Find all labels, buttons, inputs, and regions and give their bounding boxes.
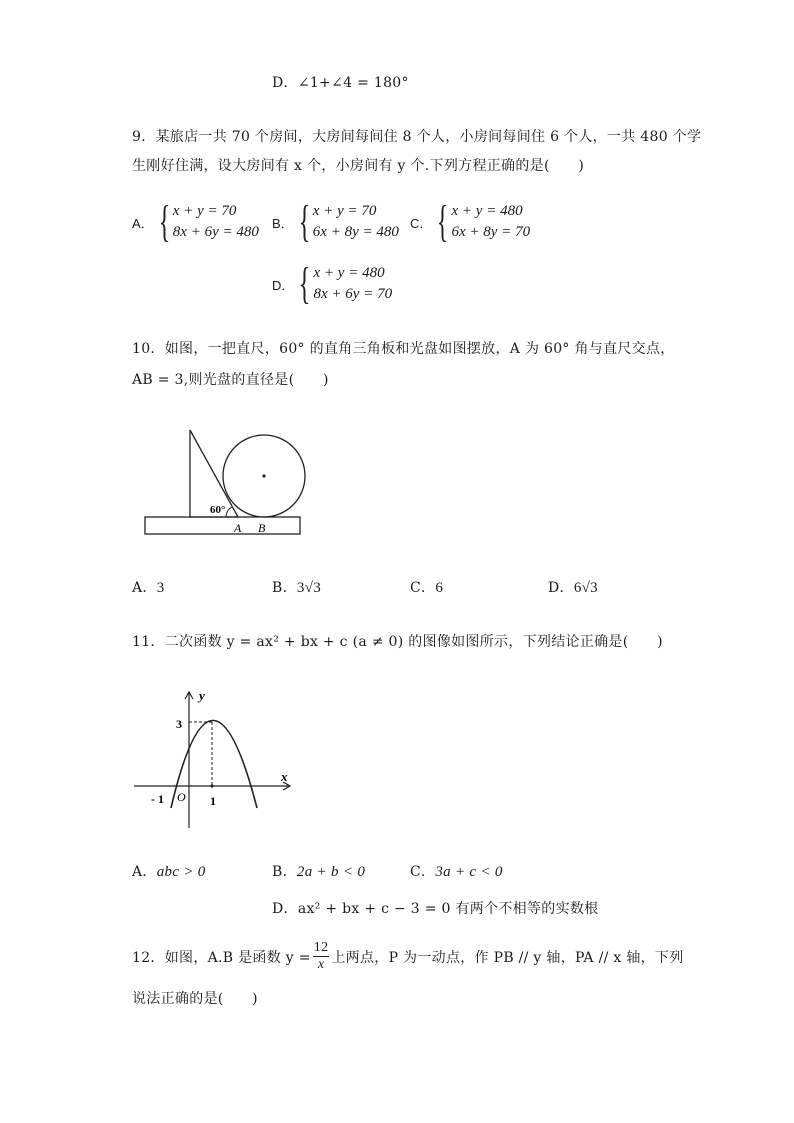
- equation: x + y = 70: [312, 203, 377, 219]
- q11-option-d[interactable]: [272, 898, 598, 918]
- q10-option-d[interactable]: [548, 577, 598, 597]
- origin-label: O: [177, 790, 186, 804]
- q10-figure: [140, 425, 310, 540]
- fraction-numerator: 12: [313, 940, 329, 955]
- equation: 6x + 8y = 480: [312, 224, 399, 240]
- brace-icon: {: [158, 197, 171, 246]
- option-value: 2a + b < 0: [296, 864, 366, 880]
- option-label: D．: [272, 901, 298, 917]
- q9-option-b[interactable]: [272, 197, 399, 246]
- option-label: D．: [272, 277, 295, 293]
- option-label: A．: [132, 864, 157, 880]
- q12-stem-line1: [132, 940, 684, 973]
- q9-option-c[interactable]: [410, 197, 531, 246]
- tick-neg1: - 1: [151, 792, 164, 806]
- q8-option-d: D．∠1+∠4 = 180°: [272, 75, 409, 91]
- fraction: [313, 940, 330, 973]
- point-a-label: A: [234, 521, 242, 535]
- brace-icon: {: [298, 197, 311, 246]
- q9-option-a[interactable]: [132, 197, 259, 246]
- option-value: 3a + c < 0: [435, 864, 503, 880]
- option-value: 3√3: [296, 580, 322, 596]
- angle-arc: [226, 507, 232, 517]
- option-value: 3: [156, 580, 165, 596]
- equation: x + y = 70: [172, 203, 237, 219]
- q12-suffix: 上两点，P 为一动点，作 PB // y 轴，PA // x 轴，下列: [331, 949, 684, 966]
- ruler: [145, 517, 300, 534]
- vertex-foot: [210, 784, 213, 787]
- y-axis-label: y: [199, 688, 205, 703]
- disc-center: [262, 474, 265, 477]
- option-value: 6: [435, 580, 444, 596]
- q10-option-a[interactable]: [132, 577, 165, 597]
- brace-icon: {: [437, 197, 449, 246]
- option-label: B．: [272, 864, 297, 880]
- option-label: B．: [272, 580, 297, 596]
- q12-prefix: 12．如图，A.B 是函数 y =: [132, 949, 311, 966]
- q12-stem-line2: 说法正确的是( ): [132, 991, 258, 1007]
- fraction-denominator: x: [317, 957, 325, 972]
- angle-label: 60°: [210, 504, 226, 516]
- option-value: abc > 0: [156, 864, 206, 880]
- equation: x + y = 480: [451, 203, 523, 219]
- q11-figure: [130, 688, 300, 833]
- q9-stem-line1: 9．某旅店一共 70 个房间，大房间每间住 8 个人，小房间每间住 6 个人，一共 480 个学: [132, 129, 702, 145]
- option-label: B．: [272, 215, 294, 231]
- equation: 8x + 6y = 70: [313, 286, 393, 302]
- equation: 8x + 6y = 480: [172, 224, 259, 240]
- q9-stem-line2: 生刚好住满，设大房间有 x 个，小房间有 y 个.下列方程正确的是( ): [132, 158, 585, 174]
- tick-1: 1: [210, 794, 216, 808]
- option-label: D．: [548, 580, 574, 596]
- equation: 6x + 8y = 70: [451, 224, 531, 240]
- brace-icon: {: [299, 259, 311, 308]
- option-label: A．: [132, 580, 157, 596]
- q10-stem-line2: AB = 3,则光盘的直径是( ): [132, 372, 329, 388]
- q10-stem-line1: 10．如图，一把直尺，60° 的直角三角板和光盘如图摆放，A 为 60° 角与直尺交点，: [132, 341, 675, 357]
- q11-option-b[interactable]: [272, 861, 365, 881]
- q11-option-c[interactable]: [410, 861, 503, 881]
- option-label: A．: [132, 215, 154, 231]
- option-value: 6√3: [573, 580, 598, 596]
- option-value: ax² + bx + c − 3 = 0 有两个不相等的实数根: [297, 901, 599, 917]
- x-axis-label: x: [281, 769, 288, 784]
- q11-stem: 11．二次函数 y = ax² + bx + c (a ≠ 0) 的图像如图所示，下列结论正确是( ): [132, 634, 663, 650]
- q9-option-d[interactable]: [272, 259, 393, 308]
- option-label: C．: [410, 864, 436, 880]
- option-label: C．: [410, 215, 433, 231]
- option-label: C．: [410, 580, 436, 596]
- tick-3: 3: [176, 717, 182, 731]
- q10-option-c[interactable]: [410, 577, 443, 597]
- equation: x + y = 480: [313, 265, 385, 281]
- point-b-label: B: [258, 521, 266, 535]
- q10-option-b[interactable]: [272, 577, 321, 597]
- q11-option-a[interactable]: [132, 861, 206, 881]
